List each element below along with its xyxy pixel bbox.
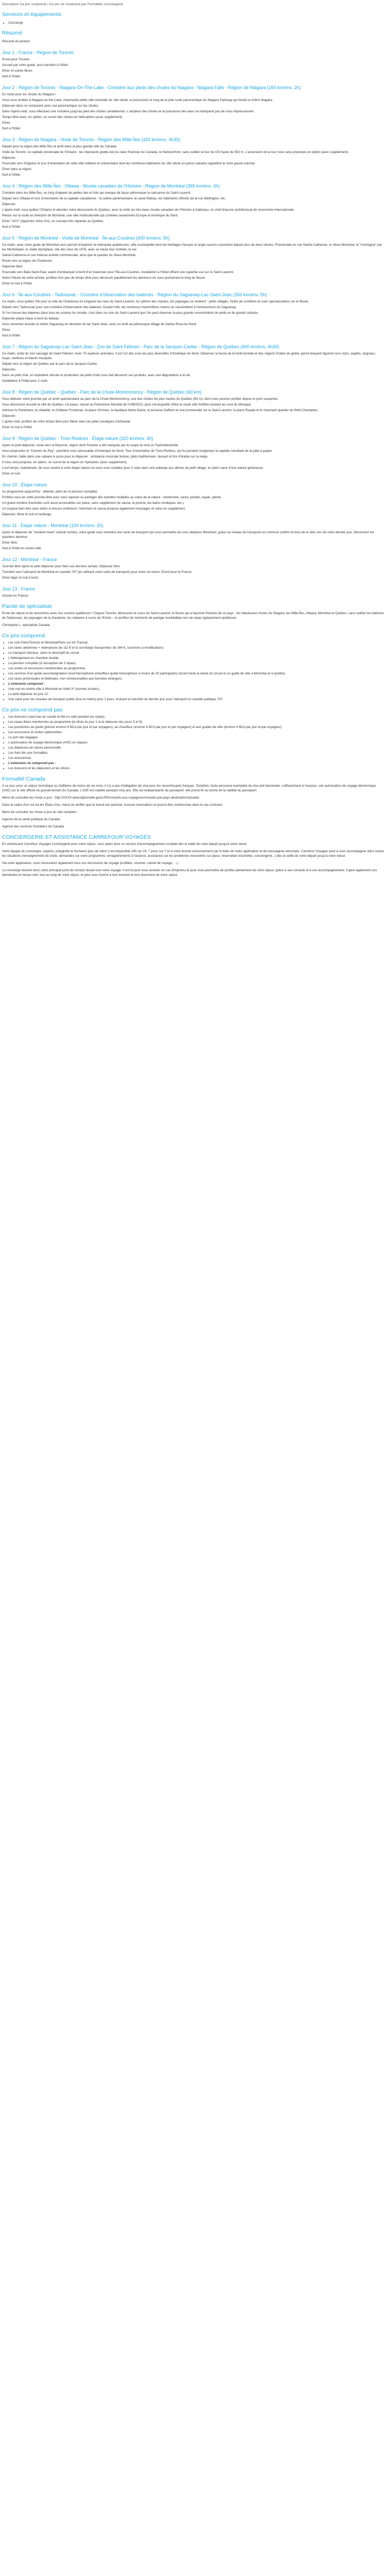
concierge-text: Via votre application, vous retrouverez également tous vos documents de voyage (e-billets, voucher, carnet de voyage, ...). — [2, 861, 179, 865]
day-text: Départ vers Tadoussac pour une croisière d'observation des baleines. Durant l'été, de nombreux mammifères marins se rassemblent à l'embouchure du Saguenay. — [2, 306, 237, 309]
day-text: Déjeuner. — [2, 414, 16, 418]
services-title: Services et équipements — [2, 11, 61, 18]
day-text: Dîner. — [2, 328, 11, 332]
day-title: Jour 13 : France — [2, 586, 36, 591]
day-text: Temps libre avec, en option, un survol des chutes en hélicoptère (avec supplément). — [2, 115, 123, 119]
breadcrumb-links[interactable]: Description Ca prix comprend / Ca prix ne comprend pas Formalités Conciergerie — [2, 3, 123, 6]
day-title: Jour 7 : Région du Saguenay-Lac-Saint-Jean - Zoo de Saint Félicien - Parc de la Jacques-Cartier - Région de Québec (400 km/env. 4h30) — [2, 344, 280, 349]
itinerary — [2, 50, 385, 598]
day-text: Nuit à l'hôtel. — [2, 173, 21, 177]
excludes-item: • Les assurances. — [8, 756, 385, 760]
concierge-body — [2, 842, 385, 877]
excludes-item: • Les dépenses de nature personnelle. — [8, 745, 385, 750]
day-text: Nuit à l'hôtel. — [2, 127, 21, 130]
day-text: Dans l'après-midi, vous effectuez une croisière jusqu'au pied des chutes canadiennes. L'ampleur des chutes et la puissance des eaux se manquent pas de vous impressionner. — [2, 110, 255, 113]
day-text: Selon l'heure de votre arrivée, profitez d'un peu de temps libre pour découvrir paisiblement les alentours en vous promenant le long du fleuve. — [2, 276, 206, 280]
concierge-title: CONCIERGERIE ET ASSISTANCE CARREFOUR VOYAGES — [2, 834, 151, 840]
page — [0, 0, 387, 889]
day-title: Jour 8 : Région de Québec - Québec - Parc de la Chute-Montmorency - Région de Québec (60 km) — [2, 389, 202, 395]
formalities-text: Merci de consulter les mises à jour : http://XXXX.www.diplomatie.gouv.fr/fr/conseils-aux-voyageurs/conseils-par-pays-destination/canada/ — [2, 796, 200, 800]
formalities-text: À ce jour, pour un séjour touristique ou d'affaires de moins de six mois, il n'y a pas d'obligation de visa pour les ressortissants français. Toutefois, toute personne exemptée de visa doit demander, suffisamment à l'avance, une autorisation de voyage électronique (AVE) sur le site officiel du gouvernement du Canada. L'AVE est valable pendant cinq ans. Elle est indépendante du passeport, elle prend fin au terme de la validité du passeport. — [2, 784, 376, 792]
day-title: Jour 6 : Île-aux-Coudres - Tadoussac - Croisière d'observation des baleines - Région du Saguenay-Lac-Saint-Jean (350 km/env. 5h) — [2, 292, 267, 297]
includes-item: • Les visites et excursions mentionnées au programme. — [8, 666, 385, 671]
excludes-item: • Les excursions et visites optionnelles. — [8, 730, 385, 735]
includes-title: Ce prix comprend — [2, 633, 45, 639]
day-text: Ce matin, avec votre guide de Montréal vous permet d'explorer la métropole québécoise, ville cosmopolite dont les héritages français et anglo-saxons coexistent depuis plus de deux siècles. Promenade en rue Sainte-Catherine, le Vieux-Montréal, le "montagne" par les Montréalais, le stade olympique, site des Jeux de 1976, avec sa haute tour inclinée, la rue — [2, 243, 382, 251]
day-text: Transfert vers l'aéroport de Montréal en navette 747 (en utilisant votre carte de transport) pour votre vol retour. Envol pour la France. — [2, 570, 192, 574]
day-text: En route pour les chutes du Niagara ! — [2, 93, 56, 96]
includes-item: • Une nuit en centre-ville à Montréal en hôtel 3* (normes locales). — [8, 687, 385, 691]
day-title: Jour 3 : Région de Niagara - Visite de Toronto - Région des Mille-Îles (420 km/env. 4h30) — [2, 137, 181, 142]
day-text: Ce matin, vous quittez l'île pour la côte de Charlevoix en longeant les rives du Saint-Laurent. Au rythme des marées, les paysages se révèlent : petits villages, forêts de conifères et vues spectaculaires sur le fleuve. — [2, 300, 309, 303]
day-text: Ce matin, visite du zoo sauvage de Saint-Félicien. Avec 75 espèces animales, il est l'un des zoos les plus diversifiés d'Amérique du Nord. Observez la faune de la forêt boréale et des régions froides du globe, parmi lesquels figurent ours noirs, wapitis, orignaux, loups, caribous et bœufs musqués. — [2, 352, 376, 360]
day-text: Déjeuner, dîner et nuit à l'auberge. — [2, 513, 52, 516]
day-text: Envol pour Toronto. — [2, 58, 30, 61]
day-text: Accueil par votre guide, puis transfert à l'hôtel. — [2, 63, 69, 67]
day-text: Départ pour la région des Mille-Îles et arrêt dans la plus grande ville du Canada. — [2, 145, 117, 148]
day-title: Jour 11 : Étape nature - Montréal (100 km/env. 2h) — [2, 523, 104, 528]
formalities-body — [2, 784, 385, 829]
day-text: Il est temps, maintenant, de vous rendre à votre étape nature où vous vous installez pour 2 nuits dans une auberge aux allures de petit village, en plein cœur d'une nature généreuse. — [2, 466, 264, 470]
concierge-text: En choisissant Carrefour Voyages Conciergerie pour votre séjour, vous optez pour un service d'accompagnement complet dès la veille de votre départ jusqu'à votre retour. — [2, 842, 248, 846]
day-title: Jour 4 : Région des Mille-Îles - Ottawa - Musée canadien de l'Histoire - Région de Montréal (365 km/env. 4h) — [2, 183, 220, 189]
day-text: Retour sur la route en direction de Montréal, une ville multiculturelle qui combine savamment Europe et Amérique du Nord. — [2, 214, 178, 217]
day-text: Dîner et nuit. — [2, 472, 21, 476]
day-text: Vous découvrez ensuite la ville de Québec. Ce joyau, classé au Patrimoine Mondial de l'UNESCO, peut s'enorgueillir d'être la seule ville fortifiée existant au nord du Mexique. — [2, 403, 252, 406]
day-text: Visite de Toronto, la capitale provinciale de l'Ontario : les imposants gratte-ciel du cœur financier du Canada, le Harbourfront, sans oublier la tour du CN haute de 553 m. L'ascension de la tour vous sera proposée en option (avec supplément). — [2, 150, 349, 154]
includes-item: • Les taxes provinciales et fédérales, non remboursables aux touristes étrangers. — [8, 676, 385, 681]
day-title: Jour 2 : Région de Toronto - Niagara-On-The-Lake - Croisière aux pieds des chutes du Niagara - Niagara Falls - Région de Niagara (160 km/env. 2h) — [2, 85, 301, 90]
day-text: Dans un petit chai, un exploitant viticole et producteur de petits fruits vous fait découvrir ses produits, avec une dégustation à la clé. — [2, 374, 191, 377]
excludes-item: • Le port des bagages. — [8, 735, 385, 740]
day-title: Jour 5 : Région de Montréal - Visite de Montréal - Île-aux-Coudres (400 km/env. 5h) — [2, 235, 170, 241]
day-text: Poursuite vers Baie-Saint-Paul, avant d'embarquer à bord d'un traversier pour l'Île-aux-Coudres. Installation à l'hôtel offrant une superbe vue sur le Saint-Laurent. — [2, 270, 234, 274]
specialist-title: Parole de spécialiste — [2, 603, 52, 609]
specialist-text: Christophe L. spécialiste Canada — [2, 623, 50, 627]
formalities-text: Dans le cadre d'un vol via les États-Unis, merci de vérifier que le transit est autorisé. Aucune réservation ne pourra être remboursée dans le cas contraire. — [2, 803, 223, 807]
day-text: Départ vers la région de Québec par le parc de la Jacques-Cartier. — [2, 362, 98, 366]
day-title: Jour 12 : Montréal - France — [2, 557, 57, 562]
includes-list — [2, 640, 385, 702]
day-text: Journée libre après le petit déjeuner pour faire vos derniers achats. Déjeuner libre. — [2, 565, 121, 568]
day-text: Sainte-Catherine et son intense activité commerciale, ainsi que le quartier du Vieux-Montréal. — [2, 253, 136, 257]
day-text: Profitez-vous en cette journée libre pour vous reposer ou partager des activités multiples au cœur de la nature : randonnée, canot, pédalo, kayak, pêche. — [2, 496, 222, 499]
specialist-text: Envie de nature et de rencontres avec nos cousins québécois ? Depuis Toronto, découvrez le cours du Saint-Laurent, le fleuve qui a façonné l'histoire de ce pays : les fabuleuses chutes du Niagara, les Mille-Îles, Ottawa, Montréal et Québec, sans oublier les baleines de Tadoussac, les paysages de la Gaspésie, les cabanes à sucre de l'Estrie... et profitez de moments de partage inoubliables lors de repas typiquement québécois. — [2, 612, 384, 620]
specialist-body — [2, 611, 385, 628]
day-text: Nuit à l'hôtel. — [2, 75, 21, 78]
formalities-text: Agence des services frontaliers du Canada — [2, 825, 64, 828]
day-text: Vous empruntez le "Chemin du Roy", première voie carrossable d'Amérique du Nord. Tour d'orientation de Trois-Rivières, qui fut pendant longtemps la capitale mondiale de la pâte à papier. — [2, 449, 273, 453]
includes-item: • Le petit-déjeuner du jour 12. — [8, 692, 385, 697]
day-text: Admirez le Parlement, la citadelle, le Château Frontenac, la place d'Armes, la basilique Notre-Dame, la terrasse Dufferin et une promenade sur le Saint-Laurent, la place Royale et le charmant quartier du Petit-Champlain. — [2, 409, 318, 412]
day-text: Déjeuner. — [2, 368, 16, 371]
day-text: Vous débutez votre journée par un arrêt spectaculaire au parc de la Chute-Montmorency, une des chutes les plus hautes du Québec (83 m), dont vous pourrez profiter depuis le pont suspendu. — [2, 397, 279, 401]
day-text: Installation à l'hôtel pour 2 nuits. — [2, 379, 48, 383]
excludes-item: • Les boissons et les déjeuners et les dîners. — [8, 766, 385, 771]
excludes-item: • L'extension ne comprend pas : — [8, 761, 385, 766]
concierge-text: Le concierge devient donc votre principal point de contact durant tout votre voyage. Il est là pour vous assister en cas d'imprévu et pour vous permettre de profiter pleinement de votre séjour, grâce à ses conseils et à son accompagnement. Il gère également vos demandes en temps réel, tout au long de votre séjour, et peut vous fournir à tout moment le bon document de votre séjour. — [2, 869, 377, 877]
day-text: Dîner "AVV" (Apportez Votre Vin), un concept très répandu au Québec. — [2, 219, 104, 223]
day-text: Déjeuner libre. — [2, 265, 23, 268]
day-title: Jour 9 : Région de Québec - Trois-Rivières - Étape nature (320 km/env. 4h) — [2, 436, 153, 441]
day-text: Route vers la région de Charlevoix. — [2, 259, 53, 263]
day-text: Dîner et soirée libres. — [2, 69, 33, 73]
day-text: L'après-midi, vous quittez l'Ontario et abordez votre découverte du Québec, avec la visite du très beau musée canadien de l'Histoire à Gatineau, un chef-d'œuvre architectural de renommée internationale. — [2, 208, 295, 212]
day-text: Arrivée en France. — [2, 594, 29, 598]
resume-title: Résumé — [2, 30, 23, 36]
day-text: Dîner léger et nuit à bord. — [2, 576, 39, 580]
day-text: Dîner. — [2, 121, 11, 125]
day-text: Au programme aujourd'hui : détente, plein-air et pension complète. — [2, 490, 99, 494]
day-text: Dîner et nuit à l'hôtel. — [2, 426, 33, 429]
day-text: L'après-midi, profitez de votre temps libre pour flâner dans les jolies boutiques d'artisanat. — [2, 420, 131, 423]
day-text: Poursuite vers Kingston et tour d'orientation de cette ville militaire et universitaire dont les nombreux bâtiments du 19e siècle en pierre calcaire rappellent le riche passé colonial. — [2, 162, 256, 165]
day-text: Départ vers Ottawa et tour d'orientation de la capitale canadienne : la colline parlementaire, le canal Rideau, les bâtiments officiels de la rue Wellington, etc. — [2, 197, 226, 200]
excludes-item: • Les repas libres mentionnés au programme (le dîner du jour 1 et le déjeuner des jours 5 et 9). — [8, 720, 385, 724]
day-title: Jour 10 : Étape nature — [2, 482, 47, 487]
services-item: • Concierge — [8, 21, 385, 25]
day-text: Vous vous arrêtez à Niagara-on-the-Lake, charmante petite ville coloniale du 18e siècle, et poursuivez le long de la jolie route panoramique du Niagara Parkway qui borde la rivière Niagara. — [2, 98, 273, 102]
formalities-text: Merci de consulter les mises à jour du site canadien : — [2, 810, 79, 814]
resume-subtitle: Résumé du produit — [2, 40, 30, 43]
excludes-item: • Les frais liés aux formalités. — [8, 751, 385, 755]
excludes-list — [2, 715, 385, 771]
day-text: Vous remontez ensuite la rivière Saguenay en direction du lac Saint-Jean, avec un arrêt au pittoresque village de Sainte-Rose-du-Nord. — [2, 323, 197, 326]
day-text: Dîner libre. — [2, 541, 18, 545]
day-title: Jour 1 : France - Région de Toronto — [2, 50, 74, 55]
includes-item: • L'extension comprend : — [8, 682, 385, 686]
day-text: Dîner dans la région. — [2, 167, 32, 171]
day-text: Déjeuner pique-nique à bord du bateau. — [2, 317, 60, 320]
day-text: En chemin, halte dans une cabane à sucre pour le déjeuner : ambiance musicale festive, plats traditionnels, dessert et tire d'érable sur la neige. — [2, 455, 208, 459]
day-text: Un grand nombre d'activités sont aussi accessibles sur place, sans supplément (le sauna, la piscine, les bains nordiques, etc.). — [2, 501, 185, 505]
includes-item: • L'hébergement en chambre double. — [8, 656, 385, 660]
day-text: Croisière dans les Mille-Îles, un long chapelet de petites îles et îlots qui marque de façon pittoresque la naissance du Saint-Laurent. — [2, 191, 191, 195]
includes-item: • La pension complète (à l'exception de 3 repas). — [8, 661, 385, 666]
breadcrumb[interactable] — [2, 2, 385, 7]
day-text: Il vous sera proposé, en option, un survol de la région en hydravion (avec supplément). — [2, 461, 127, 464]
concierge-text: Votre équipe de concierges, experts, polyglotte et humaine (pas de robot !) est disponible 24h sur 24, 7 jours sur 7 et à votre écoute exclusivement par le biais de notre application et de messagerie sécurisée. Carrefour Voyages peut à vous accompagner dans toutes les situations (renseignement de visite, demandes sur votre programme, enregistrements à l'avance, assistance sur les problèmes rencontrés sur place, réservation d'activités, conciergerie...) dès la veille de votre départ jusqu'à votre retour. — [2, 850, 384, 858]
day-text: Après le petit-déjeuner, route vers la Mauricie, région dont l'histoire a été marquée par le coupe du bois et l'hydroélectricité. — [2, 444, 179, 447]
day-text: Nuit à l'hôtel. — [2, 225, 21, 229]
day-text: Déjeuner. — [2, 202, 16, 206]
excludes-item: • Les boissons (sauf eau en carafe et thé ou café pendant les repas). — [8, 715, 385, 719]
excludes-item: • Les pourboires au guide (prévoir environ 6 $CA par jour et par voyageur), au chauffeur (environ 6 $CA par jour et par voyageur) et aux guides de ville (environ 4 $CA par jour et par voyageur). — [8, 725, 385, 730]
day-text: Nuit à l'hôtel. — [2, 334, 21, 337]
services-list — [2, 21, 385, 25]
day-text: Un espace bien-être avec bains à remous extérieurs, hammam et sauna propose également massages et soins en supplément. — [2, 507, 186, 511]
day-text: Déjeuner. — [2, 156, 16, 160]
day-text: Si l'on trouve des baleines dans tous les océans du monde, c'est dans ce coin du Saint-Laurent que l'on peut observer la plus grande concentration de petits et de grands cétacés. — [2, 311, 259, 315]
formalities-text: Agence de la santé publique du Canada — [2, 818, 60, 821]
day-text: Après le déjeuner de "smoked meat" (viande fumée), votre guide vous remettra une carte de transport qui vous permettra de vous déplacer librement, grâce au réseau de transports en commun (métro et bus) de la ville, lors de votre dernier jour. Découvrez les quartiers alentour. — [2, 531, 374, 539]
day-text: Déjeuner dans un restaurant avec vue panoramique sur les chutes. — [2, 104, 99, 108]
includes-item: • Les services d'un guide accompagnateur local francophone (chauffeur-guide francophone si moins de 20 participants) durant toute la durée du circuit et un guide de ville à Montréal et à Québec. — [8, 671, 385, 676]
formalities-title: Formalité Canada — [2, 776, 45, 782]
day-text: Nuit à l'hôtel en centre-ville. — [2, 547, 42, 550]
excludes-title: Ce prix ne comprend pas — [2, 707, 63, 713]
excludes-item: • L'autorisation de voyage électronique (AVE) en vigueur. — [8, 740, 385, 745]
includes-item: • Les taxes aériennes + redevances de 111 € et la surcharge transporteur de 264 €, soumises à modifications. — [8, 646, 385, 650]
includes-item: • Les vols Paris/Toronto et Montréal/Paris sur Air Transat. — [8, 640, 385, 645]
includes-item: • Le transport intérieur, selon le descriptif du circuit. — [8, 651, 385, 655]
day-text: Dîner et nuit à l'hôtel. — [2, 282, 33, 285]
includes-item: • Une carte pour les réseaux de transport public (bus et métro) pour 2 jours, incluant le transfert du dernier jour pour l'aéroport en navette publique 747. — [8, 697, 385, 702]
